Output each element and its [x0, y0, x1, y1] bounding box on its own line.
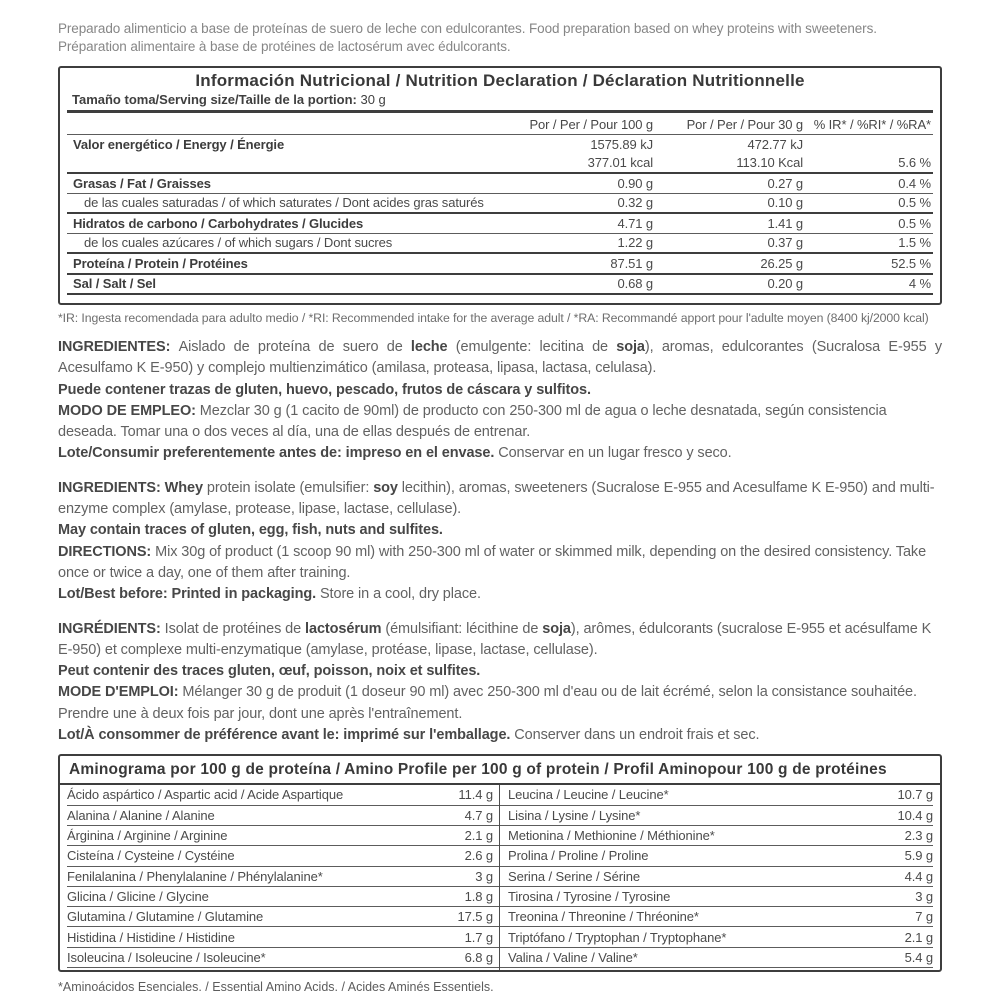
value-per100: 377.01 kcal	[587, 155, 653, 171]
amino-value: 10.4 g	[897, 807, 933, 823]
amino-value: 5.9 g	[904, 848, 933, 864]
value-percent: 4 %	[908, 276, 931, 292]
amino-value: 10.7 g	[897, 787, 933, 803]
amino-profile-table	[58, 754, 942, 972]
nutrition-table-title: Información Nutricional / Nutrition Declaration / Déclaration Nutritionnelle	[195, 71, 805, 90]
nutrient-label: de los cuales azúcares / of which sugars / Dont sucres	[84, 235, 393, 251]
serving-size-label: Tamaño toma/Serving size/Taille de la portion:	[72, 92, 357, 107]
value-percent: 52.5 %	[891, 255, 931, 271]
paragraph: Lot/À consommer de préférence avant le: imprimé sur l'emballage. Conserver dans un endroit frais et sec.	[58, 727, 760, 744]
amino-table-title: Aminograma por 100 g de proteína / Amino Profile per 100 g of protein / Profil Aminopour 100 g de protéines	[60, 756, 940, 785]
nutrition-column-headers	[67, 113, 933, 135]
paragraph: INGREDIENTES: Aislado de proteína de suero de leche (emulgente: lecitina de soja), aromas, edulcorantes (Sucralosa E-955 y Acesulfamo K E-950) y complejo multienzimático (amilasa, proteasa, lipasa, lactasa, celulasa).	[58, 339, 942, 377]
value-per100: 0.32 g	[617, 195, 653, 211]
value-per100: 87.51 g	[610, 255, 653, 271]
paragraph: MODE D'EMPLOI: Mélanger 30 g de produit (1 doseur 90 ml) avec 250-300 ml d'eau ou de lait écrémé, selon la consistance souhaitée. Prendre une à deux fois par jour, dont une après l'entraînement.	[58, 684, 917, 722]
serving-size	[67, 92, 933, 110]
amino-label: Treonina / Threonine / Thréonine*	[508, 909, 699, 925]
amino-value: 3 g	[915, 888, 933, 904]
column-header-per30: Por / Per / Pour 30 g	[686, 117, 803, 132]
amino-label: Serina / Serine / Sérine	[508, 868, 641, 884]
amino-row	[67, 806, 499, 826]
nutrition-row	[67, 174, 933, 194]
value-per100: 4.71 g	[617, 215, 653, 231]
nutrient-label: de las cuales saturadas / of which saturates / Dont acides gras saturés	[84, 195, 484, 211]
amino-label: Leucina / Leucine / Leucine*	[508, 787, 669, 803]
amino-label: Cisteína / Cysteine / Cystéine	[67, 848, 235, 864]
amino-row	[500, 927, 933, 947]
product-description	[58, 20, 942, 55]
value-per30: 0.27 g	[767, 175, 803, 191]
column-header-percent: % IR* / %RI* / %RA*	[813, 117, 931, 132]
amino-row	[67, 867, 499, 887]
nutrient-label: Hidratos de carbono / Carbohydrates / Glucides	[73, 215, 364, 231]
column-header-per100: Por / Per / Pour 100 g	[529, 117, 653, 132]
amino-row	[67, 887, 499, 907]
amino-value: 17.5 g	[457, 909, 493, 925]
nutrition-facts-table	[58, 66, 942, 305]
nutrition-row	[67, 275, 933, 296]
amino-value: 1.8 g	[464, 888, 493, 904]
value-per30: 26.25 g	[760, 255, 803, 271]
value-per30: 0.20 g	[767, 276, 803, 292]
paragraph: Puede contener trazas de gluten, huevo, pescado, frutos de cáscara y sulfitos.	[58, 381, 591, 398]
value-per100: 1575.89 kJ	[590, 136, 653, 152]
section-french	[58, 619, 942, 747]
paragraph: DIRECTIONS: Mix 30g of product (1 scoop 90 ml) with 250-300 ml of water or skimmed milk, depending on the desired consistency. Take once or twice a day, one of them after training.	[58, 543, 927, 581]
amino-label: Glicina / Glicine / Glycine	[67, 888, 209, 904]
nutrition-row	[67, 234, 933, 255]
amino-row	[500, 785, 933, 805]
value-per30: 0.37 g	[767, 235, 803, 251]
nutrition-row	[67, 254, 933, 275]
value-per30: 0.10 g	[767, 195, 803, 211]
amino-label: Ácido aspártico / Aspartic acid / Acide Aspartique	[67, 787, 344, 803]
amino-value: 11.4 g	[458, 787, 493, 803]
amino-row	[67, 826, 499, 846]
value-per100: 1.22 g	[617, 235, 653, 251]
amino-label: Fenilalanina / Phenylalanine / Phénylalanine*	[67, 868, 323, 884]
nutrient-label: Proteína / Protein / Protéines	[73, 255, 248, 271]
amino-value: 3 g	[475, 868, 493, 884]
amino-row	[67, 907, 499, 927]
value-per30: 472.77 kJ	[747, 136, 803, 152]
amino-row	[67, 846, 499, 866]
amino-label: Alanina / Alanine / Alanine	[67, 807, 215, 823]
amino-label: Valina / Valine / Valine*	[508, 949, 638, 965]
value-percent: 0.4 %	[898, 175, 931, 191]
paragraph: May contain traces of gluten, egg, fish, nuts and sulfites.	[58, 522, 443, 539]
amino-value: 2.3 g	[904, 828, 933, 844]
paragraph: Peut contenir des traces gluten, œuf, poisson, noix et sulfites.	[58, 663, 481, 680]
value-per30: 113.10 Kcal	[736, 155, 803, 171]
value-percent: 0.5 %	[898, 215, 931, 231]
nutrition-row	[67, 214, 933, 234]
paragraph: INGRÉDIENTS: Isolat de protéines de lactosérum (émulsifiant: lécithine de soja), arômes, édulcorants (sucralose E-955 et acésulfame K E-950) et complexe multi-enzymatique (amylase, protéase, lipase, lactase, cellulase).	[58, 620, 932, 658]
amino-value: 2.1 g	[904, 929, 933, 945]
amino-row	[500, 867, 933, 887]
nutrient-label: Sal / Salt / Sel	[73, 276, 156, 292]
nutrition-rows	[67, 135, 933, 295]
amino-label: Glutamina / Glutamine / Glutamine	[67, 909, 264, 925]
serving-size-value: 30 g	[360, 92, 386, 107]
amino-label: Árginina / Arginine / Arginine	[67, 828, 228, 844]
amino-value: 4.4 g	[904, 868, 933, 884]
amino-label: Metionina / Methionine / Méthionine*	[508, 828, 715, 844]
amino-row	[500, 907, 933, 927]
amino-value: 5.4 g	[904, 949, 933, 965]
value-per100: 0.90 g	[617, 175, 653, 191]
amino-label: Tirosina / Tyrosine / Tyrosine	[508, 888, 671, 904]
nutrient-label: Valor energético / Energy / Énergie	[73, 136, 285, 152]
amino-column-left	[60, 785, 500, 970]
amino-value: 2.6 g	[464, 848, 493, 864]
amino-label: Histidina / Histidine / Histidine	[67, 929, 235, 945]
amino-label: Prolina / Proline / Proline	[508, 848, 649, 864]
amino-row	[500, 826, 933, 846]
amino-value: 4.7 g	[464, 807, 493, 823]
amino-value: 7 g	[915, 909, 933, 925]
value-percent: 5.6 %	[898, 155, 931, 171]
amino-label: Lisina / Lysine / Lysine*	[508, 807, 641, 823]
amino-row	[67, 948, 499, 968]
product-description-line1: Preparado alimenticio a base de proteínas de suero de leche con edulcorantes. Food preparation based on whey proteins with sweeteners.	[58, 21, 877, 36]
reference-intake-footnote: *IR: Ingesta recomendada para adulto medio / *RI: Recommended intake for the average adult / *RA: Recommandé apport pour l'adulte moyen (8400 kj/2000 kcal)	[58, 311, 929, 325]
amino-row	[67, 927, 499, 947]
amino-label: Isoleucina / Isoleucine / Isoleucine*	[67, 949, 266, 965]
paragraph: MODO DE EMPLEO: Mezclar 30 g (1 cacito de 90ml) de producto con 250-300 ml de agua o leche desnatada, según consistencia deseada. Tomar una o dos veces al día, una de ellas después de entrenar.	[58, 402, 887, 441]
amino-row	[500, 948, 933, 968]
amino-label: Triptófano / Tryptophan / Tryptophane*	[508, 929, 727, 945]
section-spanish	[58, 337, 942, 465]
value-percent: 1.5 %	[898, 235, 931, 251]
product-description-line2: Préparation alimentaire à base de protéines de lactosérum avec édulcorants.	[58, 38, 511, 54]
amino-value: 6.8 g	[464, 949, 493, 965]
amino-table-grid	[60, 785, 940, 970]
nutrient-label: Grasas / Fat / Graisses	[73, 175, 211, 191]
section-english	[58, 478, 942, 606]
value-per100: 0.68 g	[617, 276, 653, 292]
value-per30: 1.41 g	[767, 215, 803, 231]
nutrition-row	[67, 194, 933, 215]
amino-row	[67, 785, 499, 805]
amino-column-right	[500, 785, 940, 970]
nutrition-row	[67, 154, 933, 175]
amino-row	[500, 887, 933, 907]
amino-row	[500, 846, 933, 866]
amino-value: 2.1 g	[464, 828, 493, 844]
paragraph: Lot/Best before: Printed in packaging. Store in a cool, dry place.	[58, 586, 481, 603]
essential-amino-footnote: *Aminoácidos Esenciales. / Essential Amino Acids. / Acides Aminés Essentiels.	[58, 980, 494, 995]
paragraph: INGREDIENTS: Whey protein isolate (emulsifier: soy lecithin), aromas, sweeteners (Sucralose E-955 and Acesulfame K E-950) and multi-enzyme complex (amylase, protease, lipase, lactase, cellulase).	[58, 479, 935, 518]
value-percent: 0.5 %	[898, 195, 931, 211]
amino-value: 1.7 g	[464, 929, 493, 945]
nutrition-row	[67, 135, 933, 154]
paragraph: Lote/Consumir preferentemente antes de: impreso en el envase. Conservar en un lugar fresco y seco.	[58, 445, 732, 462]
amino-row	[500, 806, 933, 826]
